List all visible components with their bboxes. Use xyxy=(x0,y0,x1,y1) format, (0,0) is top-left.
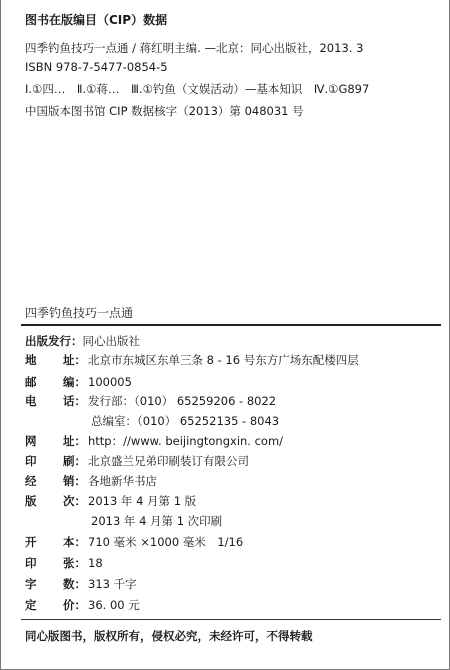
info-row-website: 网 址： http：//www. beijingtongxin. com/ xyxy=(25,434,284,448)
publisher-label: 出版发行： xyxy=(25,334,83,348)
divider-top xyxy=(21,324,441,326)
info-key-1: 印 xyxy=(25,454,37,468)
divider-bottom xyxy=(21,619,441,620)
info-key-1: 电 xyxy=(25,394,37,408)
info-key-1: 邮 xyxy=(25,375,37,389)
info-key-1: 地 xyxy=(25,353,37,367)
info-value: http：//www. beijingtongxin. com/ xyxy=(88,434,284,448)
info-row-wordcount: 字 数： 313 千字 xyxy=(25,577,137,591)
info-row-distributor: 经 销： 各地新华书店 xyxy=(25,474,157,488)
info-row-edition: 版 次： 2013 年 4 月第 1 版 xyxy=(25,494,197,508)
info-key-1: 印 xyxy=(25,556,37,570)
info-key-1: 开 xyxy=(25,535,37,549)
copyright-notice: 同心版图书，版权所有，侵权必究，未经许可，不得转载 xyxy=(25,629,313,643)
cip-line-record: 中国版本图书馆 CIP 数据核字（2013）第 048031 号 xyxy=(25,104,304,118)
info-value: 36. 00 元 xyxy=(88,598,140,612)
info-row-address: 地 址： 北京市东城区东单三条 8 - 16 号东方广场东配楼四层 xyxy=(25,353,359,367)
info-key-1: 经 xyxy=(25,474,37,488)
info-key-1: 版 xyxy=(25,494,37,508)
info-key-1: 字 xyxy=(25,577,37,591)
info-value: 发行部：（010） 65259206 - 8022 xyxy=(88,394,277,408)
info-row-phone: 电 话： 发行部：（010） 65259206 - 8022 xyxy=(25,394,277,408)
cip-heading: 图书在版编目（CIP）数据 xyxy=(25,13,168,27)
info-value: 北京市东城区东单三条 8 - 16 号东方广场东配楼四层 xyxy=(88,353,359,367)
info-key-2: 话 xyxy=(63,394,75,408)
info-key-2: 刷 xyxy=(63,454,75,468)
info-row-price: 定 价： 36. 00 元 xyxy=(25,598,140,612)
info-value-printing: 2013 年 4 月第 1 次印刷 xyxy=(91,514,223,528)
info-key-2: 价 xyxy=(63,598,75,612)
info-key-2: 数 xyxy=(63,577,75,591)
info-value: 313 千字 xyxy=(88,577,137,591)
info-value: 18 xyxy=(88,556,103,570)
info-value: 2013 年 4 月第 1 版 xyxy=(88,494,197,508)
info-row-format: 开 本： 710 毫米 ×1000 毫米 1/16 xyxy=(25,535,244,549)
publisher-row xyxy=(25,333,140,349)
info-key-2: 址 xyxy=(63,434,75,448)
info-key-2: 销 xyxy=(63,474,75,488)
info-value: 100005 xyxy=(88,375,132,389)
publisher-value: 同心出版社 xyxy=(82,334,140,348)
info-row-postcode: 邮 编： 100005 xyxy=(25,375,132,389)
info-key-2: 编 xyxy=(63,375,75,389)
info-row-sheets: 印 张： 18 xyxy=(25,556,103,570)
info-key-2: 次 xyxy=(63,494,75,508)
info-value-phone-2: 总编室：（010） 65252135 - 8043 xyxy=(91,414,280,428)
info-key-2: 址 xyxy=(63,353,75,367)
info-key-2: 张 xyxy=(63,556,75,570)
book-title: 四季钓鱼技巧一点通 xyxy=(25,306,134,320)
info-key-1: 网 xyxy=(25,434,37,448)
info-row-printer: 印 刷： 北京盛兰兄弟印刷装订有限公司 xyxy=(25,454,249,468)
info-key-1: 定 xyxy=(25,598,37,612)
info-value: 北京盛兰兄弟印刷装订有限公司 xyxy=(88,454,249,468)
info-value: 710 毫米 ×1000 毫米 1/16 xyxy=(88,535,244,549)
info-value: 各地新华书店 xyxy=(88,474,157,488)
cip-line-classification: Ⅰ.①四… Ⅱ.①蒋… Ⅲ.①钓鱼（文娱活动）—基本知识 Ⅳ.①G897 xyxy=(25,82,370,96)
info-key-2: 本 xyxy=(63,535,75,549)
cip-line-title: 四季钓鱼技巧一点通 / 蒋红明主编. —北京：同心出版社，2013. 3 xyxy=(25,41,364,55)
cip-line-isbn: ISBN 978-7-5477-0854-5 xyxy=(25,60,168,74)
